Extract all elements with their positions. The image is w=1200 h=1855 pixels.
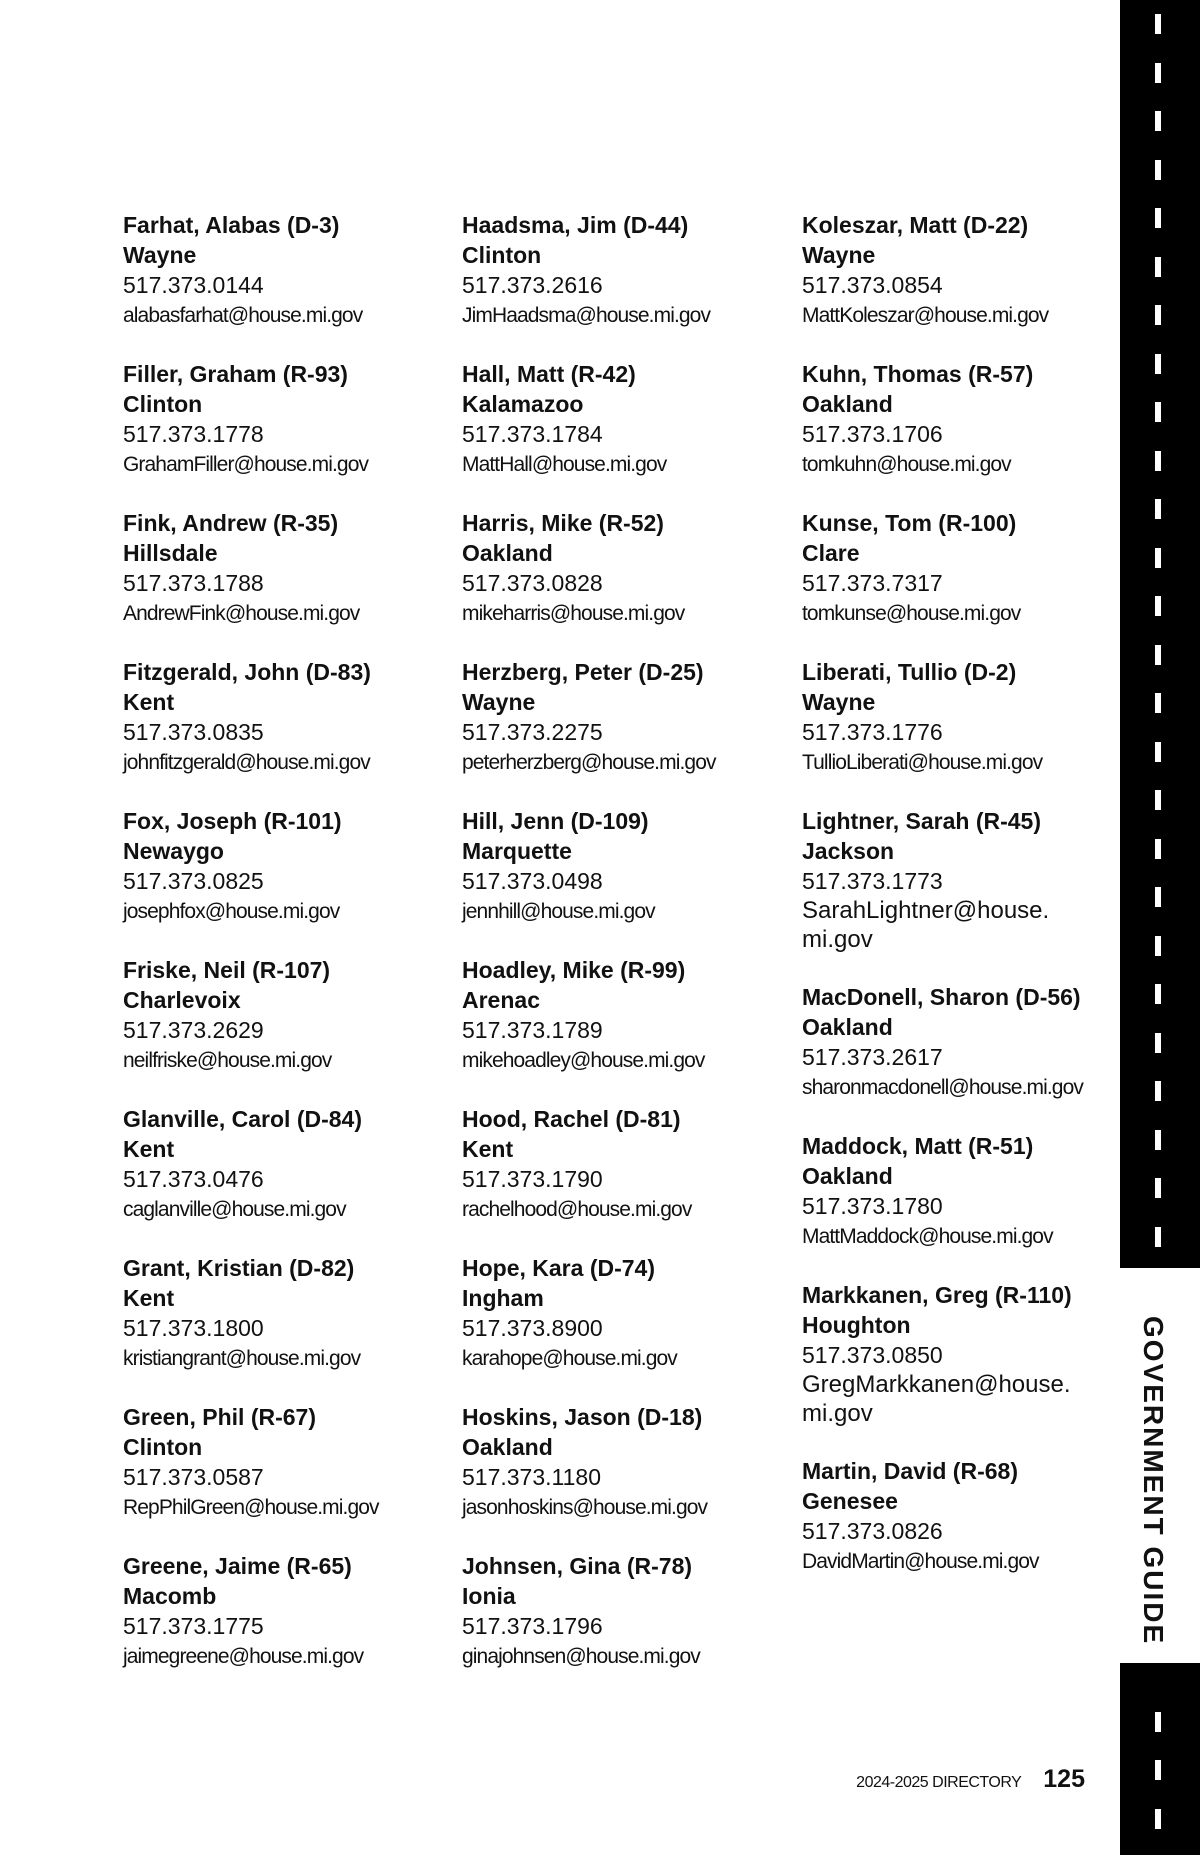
- email-address[interactable]: AndrewFink@house.mi.gov: [123, 602, 360, 625]
- tab-dash: [1155, 111, 1161, 131]
- county-name: Kent: [123, 689, 175, 715]
- county-name: Oakland: [462, 1434, 553, 1460]
- email-address[interactable]: sharonmacdonell@house.mi.gov: [802, 1076, 1083, 1099]
- representative-name: Kuhn, Thomas (R-57): [802, 361, 1034, 387]
- tab-dash: [1155, 742, 1161, 762]
- county-name: Oakland: [462, 540, 553, 566]
- phone-number: 517.373.0825: [123, 868, 264, 894]
- phone-number: 517.373.0498: [462, 868, 603, 894]
- representative-name: Lightner, Sarah (R-45): [802, 808, 1041, 834]
- phone-number: 517.373.0587: [123, 1464, 264, 1490]
- county-name: Marquette: [462, 838, 572, 864]
- email-address[interactable]: peterherzberg@house.mi.gov: [462, 751, 716, 774]
- representative-name: Martin, David (R-68): [802, 1458, 1018, 1484]
- directory-entry: [462, 955, 792, 1076]
- tab-dash: [1155, 839, 1161, 859]
- directory-entry: [123, 1402, 453, 1523]
- county-name: Clare: [802, 540, 860, 566]
- county-name: Wayne: [123, 242, 197, 268]
- phone-number: 517.373.0476: [123, 1166, 264, 1192]
- directory-entry: [462, 508, 792, 629]
- county-name: Genesee: [802, 1488, 898, 1514]
- county-name: Wayne: [802, 689, 876, 715]
- representative-name: Harris, Mike (R-52): [462, 510, 664, 536]
- directory-entry: [462, 359, 792, 480]
- directory-entry: [462, 210, 792, 331]
- directory-entry: [462, 657, 792, 778]
- email-address[interactable]: neilfriske@house.mi.gov: [123, 1049, 332, 1072]
- tab-dash: [1155, 1081, 1161, 1101]
- county-name: Macomb: [123, 1583, 217, 1609]
- county-name: Kalamazoo: [462, 391, 584, 417]
- tab-dash: [1155, 1712, 1161, 1732]
- directory-entry: [802, 1456, 1102, 1577]
- email-address[interactable]: GregMarkkanen@house.​mi.gov: [802, 1371, 1071, 1427]
- tab-dash: [1155, 63, 1161, 83]
- phone-number: 517.373.1778: [123, 421, 264, 447]
- representative-name: Friske, Neil (R-107): [123, 957, 331, 983]
- email-address[interactable]: alabasfarhat@house.mi.gov: [123, 304, 363, 327]
- tab-dash: [1155, 790, 1161, 810]
- county-name: Wayne: [462, 689, 536, 715]
- phone-number: 517.373.1800: [123, 1315, 264, 1341]
- directory-entry: [462, 806, 792, 927]
- phone-number: 517.373.2629: [123, 1017, 264, 1043]
- tab-dash: [1155, 499, 1161, 519]
- county-name: Kent: [123, 1136, 175, 1162]
- tab-dash: [1155, 1227, 1161, 1247]
- phone-number: 517.373.7317: [802, 570, 943, 596]
- email-address[interactable]: TullioLiberati@house.mi.gov: [802, 751, 1043, 774]
- email-address[interactable]: kristiangrant@house.mi.gov: [123, 1347, 361, 1370]
- directory-entry: [462, 1253, 792, 1374]
- email-address[interactable]: MattMaddock@house.mi.gov: [802, 1225, 1053, 1248]
- phone-number: 517.373.1780: [802, 1193, 943, 1219]
- representative-name: Markkanen, Greg (R-110): [802, 1282, 1072, 1308]
- directory-entry: [802, 982, 1102, 1103]
- county-name: Arenac: [462, 987, 540, 1013]
- tab-dash: [1155, 160, 1161, 180]
- footer-directory-label: 2024-2025 DIRECTORY: [856, 1774, 1022, 1791]
- representative-name: Farhat, Alabas (D-3): [123, 212, 340, 238]
- tab-dash: [1155, 14, 1161, 34]
- county-name: Oakland: [802, 1163, 893, 1189]
- representative-name: MacDonell, Sharon (D-56): [802, 984, 1081, 1010]
- directory-entry: [462, 1402, 792, 1523]
- directory-entry: [462, 1104, 792, 1225]
- representative-name: Johnsen, Gina (R-78): [462, 1553, 693, 1579]
- representative-name: Grant, Kristian (D-82): [123, 1255, 355, 1281]
- county-name: Newaygo: [123, 838, 224, 864]
- directory-column-1: [123, 210, 453, 1700]
- email-address[interactable]: karahope@house.mi.gov: [462, 1347, 677, 1370]
- tab-dash: [1155, 1809, 1161, 1829]
- email-address[interactable]: johnfitzgerald@house.mi.gov: [123, 751, 370, 774]
- county-name: Hillsdale: [123, 540, 218, 566]
- tab-dash: [1155, 257, 1161, 277]
- tab-dash: [1155, 548, 1161, 568]
- directory-entry: [802, 806, 1102, 954]
- tab-dash: [1155, 887, 1161, 907]
- county-name: Oakland: [802, 391, 893, 417]
- representative-name: Hoskins, Jason (D-18): [462, 1404, 703, 1430]
- email-address[interactable]: DavidMartin@house.mi.gov: [802, 1550, 1039, 1573]
- county-name: Clinton: [123, 391, 203, 417]
- email-address[interactable]: JimHaadsma@house.mi.gov: [462, 304, 711, 327]
- county-name: Kent: [462, 1136, 514, 1162]
- county-name: Clinton: [462, 242, 542, 268]
- tab-dash: [1155, 596, 1161, 616]
- representative-name: Koleszar, Matt (D-22): [802, 212, 1029, 238]
- tab-dash: [1155, 1178, 1161, 1198]
- tab-dash: [1155, 354, 1161, 374]
- directory-entry: [123, 210, 453, 331]
- county-name: Jackson: [802, 838, 895, 864]
- representative-name: Hill, Jenn (D-109): [462, 808, 649, 834]
- email-address[interactable]: MattHall@house.mi.gov: [462, 453, 667, 476]
- county-name: Ionia: [462, 1583, 516, 1609]
- phone-number: 517.373.1790: [462, 1166, 603, 1192]
- directory-entry: [123, 806, 453, 927]
- tab-dash: [1155, 936, 1161, 956]
- county-name: Charlevoix: [123, 987, 241, 1013]
- phone-number: 517.373.1789: [462, 1017, 603, 1043]
- directory-entry: [802, 359, 1102, 480]
- directory-entry: [462, 1551, 792, 1672]
- phone-number: 517.373.1796: [462, 1613, 603, 1639]
- email-address[interactable]: rachelhood@house.mi.gov: [462, 1198, 692, 1221]
- directory-entry: [802, 508, 1102, 629]
- county-name: Clinton: [123, 1434, 203, 1460]
- email-address[interactable]: tomkunse@house.mi.gov: [802, 602, 1021, 625]
- email-address[interactable]: mikehoadley@house.mi.gov: [462, 1049, 705, 1072]
- representative-name: Herzberg, Peter (D-25): [462, 659, 704, 685]
- tab-dash: [1155, 1760, 1161, 1780]
- representative-name: Greene, Jaime (R-65): [123, 1553, 352, 1579]
- county-name: Wayne: [802, 242, 876, 268]
- email-address[interactable]: tomkuhn@house.mi.gov: [802, 453, 1011, 476]
- page-footer: [850, 1765, 1085, 1794]
- phone-number: 517.373.0826: [802, 1518, 943, 1544]
- representative-name: Green, Phil (R-67): [123, 1404, 316, 1430]
- side-tab-label: GOVERNMENT GUIDE: [1138, 1316, 1169, 1646]
- directory-entry: [802, 1280, 1102, 1428]
- phone-number: 517.373.1773: [802, 868, 943, 894]
- representative-name: Hood, Rachel (D-81): [462, 1106, 681, 1132]
- directory-entry: [123, 1104, 453, 1225]
- email-address[interactable]: MattKoleszar@house.mi.gov: [802, 304, 1049, 327]
- directory-entry: [123, 508, 453, 629]
- email-address[interactable]: GrahamFiller@house.mi.gov: [123, 453, 369, 476]
- tab-dash: [1155, 1130, 1161, 1150]
- directory-entry: [802, 210, 1102, 331]
- directory-entry: [123, 1551, 453, 1672]
- phone-number: 517.373.1180: [462, 1464, 601, 1490]
- representative-name: Maddock, Matt (R-51): [802, 1133, 1034, 1159]
- representative-name: Fox, Joseph (R-101): [123, 808, 342, 834]
- county-name: Oakland: [802, 1014, 893, 1040]
- tab-dash: [1155, 305, 1161, 325]
- phone-number: 517.373.0835: [123, 719, 264, 745]
- directory-entry: [123, 955, 453, 1076]
- email-address[interactable]: SarahLightner@house.​mi.gov: [802, 897, 1050, 953]
- email-address[interactable]: RepPhilGreen@house.mi.gov: [123, 1496, 379, 1519]
- email-address[interactable]: mikeharris@house.mi.gov: [462, 602, 685, 625]
- representative-name: Liberati, Tullio (D-2): [802, 659, 1017, 685]
- representative-name: Glanville, Carol (D-84): [123, 1106, 363, 1132]
- directory-entry: [802, 657, 1102, 778]
- phone-number: 517.373.0854: [802, 272, 943, 298]
- phone-number: 517.373.0850: [802, 1342, 943, 1368]
- email-address[interactable]: jennhill@house.mi.gov: [462, 900, 655, 923]
- email-address[interactable]: caglanville@house.mi.gov: [123, 1198, 346, 1221]
- directory-column-2: [462, 210, 792, 1700]
- directory-entry: [123, 359, 453, 480]
- tab-dash: [1155, 645, 1161, 665]
- phone-number: 517.373.1788: [123, 570, 264, 596]
- representative-name: Haadsma, Jim (D-44): [462, 212, 689, 238]
- tab-dash: [1155, 402, 1161, 422]
- directory-entry: [123, 657, 453, 778]
- phone-number: 517.373.2616: [462, 272, 603, 298]
- directory-entry: [123, 1253, 453, 1374]
- county-name: Houghton: [802, 1312, 911, 1338]
- representative-name: Hall, Matt (R-42): [462, 361, 636, 387]
- phone-number: 517.373.0828: [462, 570, 603, 596]
- tab-dash: [1155, 1033, 1161, 1053]
- phone-number: 517.373.0144: [123, 272, 264, 298]
- email-address[interactable]: jaimegreene@house.mi.gov: [123, 1645, 364, 1668]
- phone-number: 517.373.1775: [123, 1613, 264, 1639]
- representative-name: Hoadley, Mike (R-99): [462, 957, 686, 983]
- email-address[interactable]: ginajohnsen@house.mi.gov: [462, 1645, 700, 1668]
- phone-number: 517.373.2617: [802, 1044, 943, 1070]
- tab-dash: [1155, 693, 1161, 713]
- representative-name: Fink, Andrew (R-35): [123, 510, 339, 536]
- page-number: 125: [1043, 1765, 1085, 1793]
- representative-name: Fitzgerald, John (D-83): [123, 659, 371, 685]
- phone-number: 517.373.2275: [462, 719, 603, 745]
- phone-number: 517.373.1784: [462, 421, 603, 447]
- phone-number: 517.373.1776: [802, 719, 943, 745]
- tab-dash: [1155, 208, 1161, 228]
- tab-dash: [1155, 451, 1161, 471]
- email-address[interactable]: josephfox@house.mi.gov: [123, 900, 340, 923]
- phone-number: 517.373.8900: [462, 1315, 603, 1341]
- email-address[interactable]: jasonhoskins@house.mi.gov: [462, 1496, 708, 1519]
- county-name: Kent: [123, 1285, 175, 1311]
- county-name: Ingham: [462, 1285, 544, 1311]
- directory-entry: [802, 1131, 1102, 1252]
- representative-name: Kunse, Tom (R-100): [802, 510, 1017, 536]
- phone-number: 517.373.1706: [802, 421, 943, 447]
- representative-name: Hope, Kara (D-74): [462, 1255, 655, 1281]
- directory-column-3: [802, 210, 1102, 1605]
- tab-dash: [1155, 984, 1161, 1004]
- representative-name: Filler, Graham (R-93): [123, 361, 348, 387]
